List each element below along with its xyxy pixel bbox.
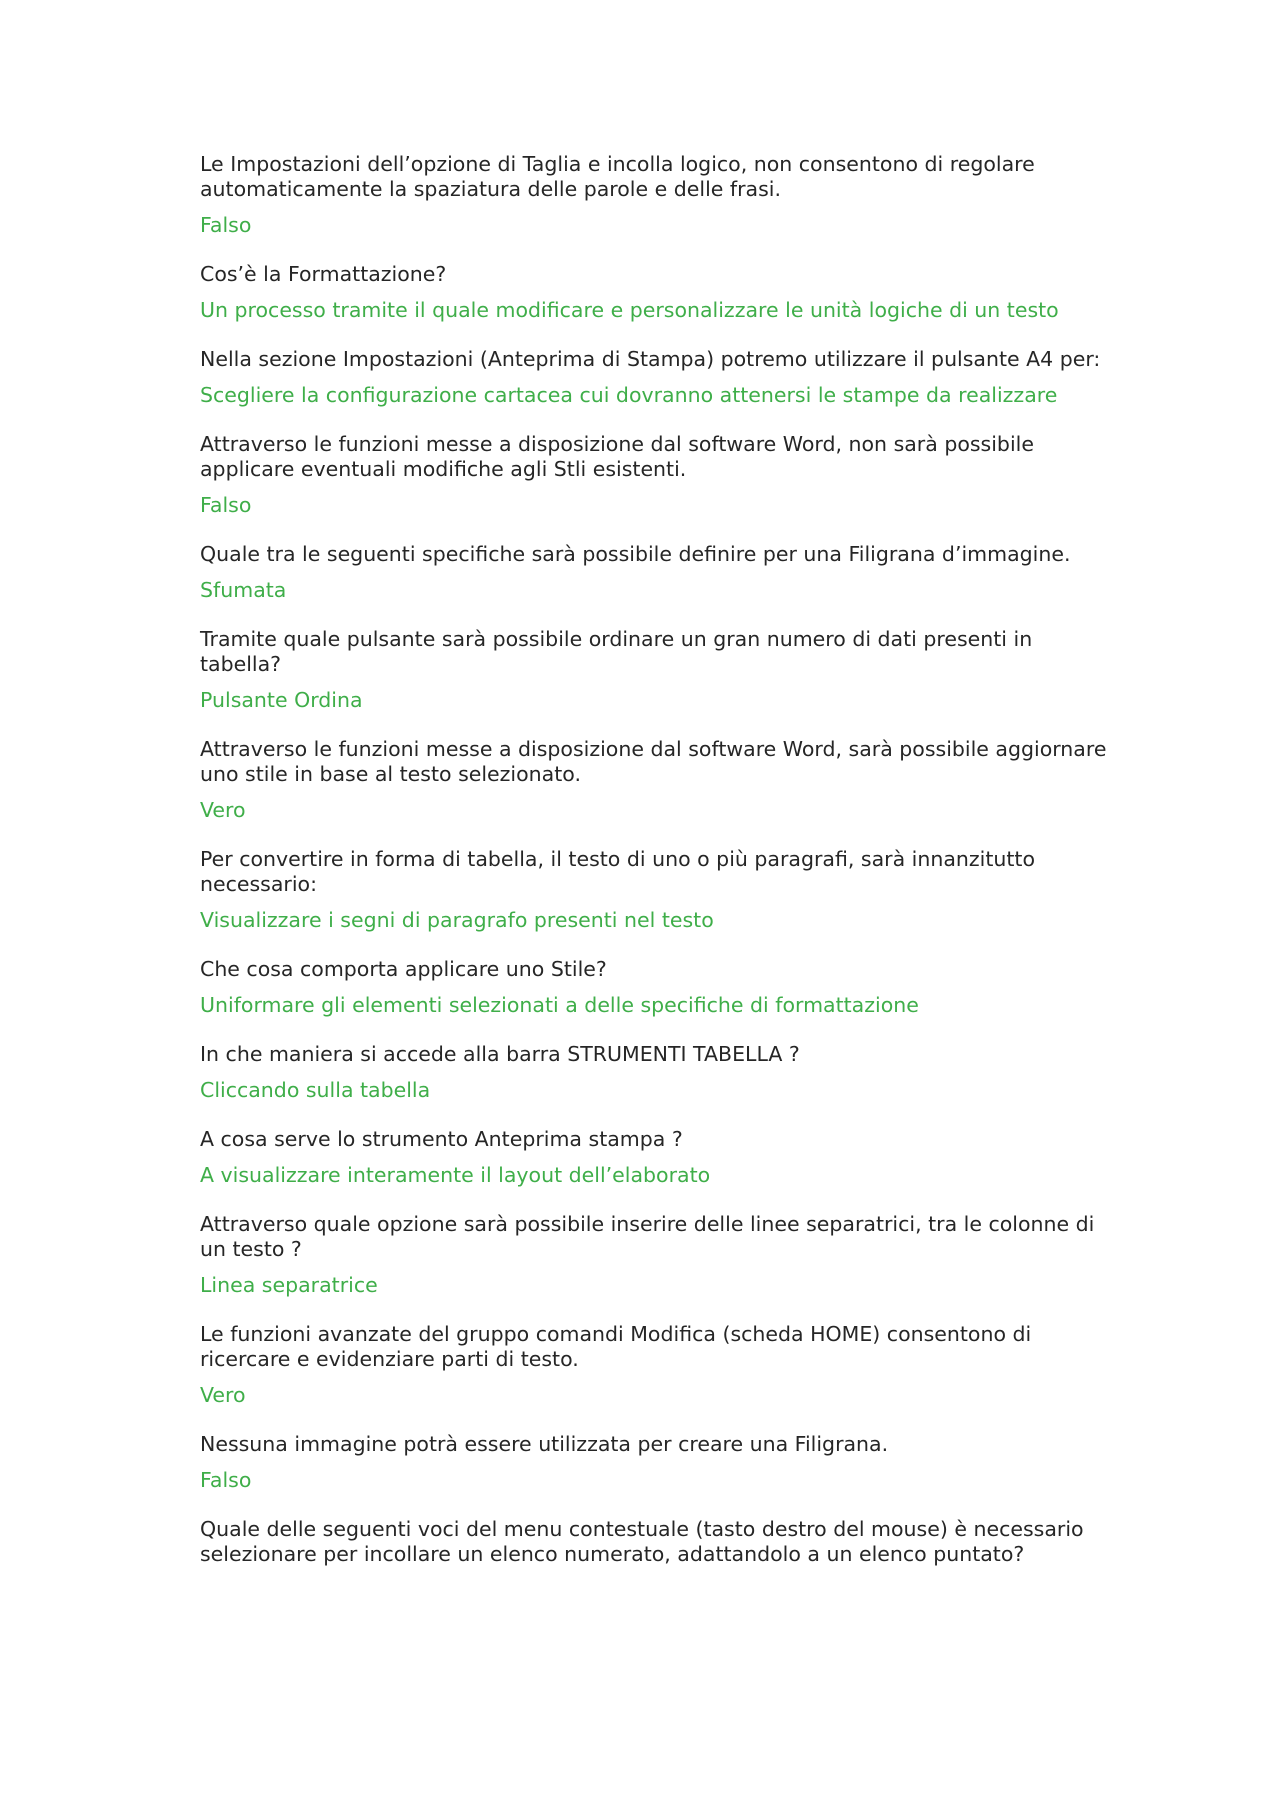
- qa-item: [200, 347, 1165, 408]
- question-text: Attraverso quale opzione sarà possibile inserire delle linee separatrici, tra le colonne di un testo ?: [200, 1212, 1095, 1261]
- question-text: Che cosa comporta applicare uno Stile?: [200, 957, 607, 981]
- question-text: Quale tra le seguenti specifiche sarà possibile definire per una Filigrana d’immagine.: [200, 542, 1071, 566]
- qa-item: [200, 847, 1165, 933]
- qa-item: [200, 1432, 1165, 1493]
- qa-item: [200, 1322, 1165, 1408]
- answer-text: Sfumata: [200, 578, 287, 602]
- answer-text: Scegliere la configurazione cartacea cui dovranno attenersi le stampe da realizzare: [200, 383, 1058, 407]
- answer-text: Pulsante Ordina: [200, 688, 363, 712]
- qa-item: [200, 432, 1165, 518]
- question-text: Attraverso le funzioni messe a disposizione dal software Word, sarà possibile aggiornare uno stile in base al testo selezionato.: [200, 737, 1107, 786]
- document-page: [200, 152, 1165, 1591]
- question-text: In che maniera si accede alla barra STRUMENTI TABELLA ?: [200, 1042, 800, 1066]
- qa-item: [200, 627, 1165, 713]
- qa-item: [200, 542, 1165, 603]
- answer-text: Un processo tramite il quale modificare e personalizzare le unità logiche di un testo: [200, 298, 1059, 322]
- qa-item: [200, 957, 1165, 1018]
- question-text: Le funzioni avanzate del gruppo comandi Modifica (scheda HOME) consentono di ricercare e evidenziare parti di testo.: [200, 1322, 1032, 1371]
- answer-text: Cliccando sulla tabella: [200, 1078, 431, 1102]
- qa-item: [200, 152, 1165, 238]
- qa-item: [200, 1517, 1165, 1567]
- answer-text: A visualizzare interamente il layout dell’elaborato: [200, 1163, 711, 1187]
- answer-text: Visualizzare i segni di paragrafo presenti nel testo: [200, 908, 714, 932]
- answer-text: Uniformare gli elementi selezionati a delle specifiche di formattazione: [200, 993, 919, 1017]
- question-text: Attraverso le funzioni messe a disposizione dal software Word, non sarà possibile applicare eventuali modifiche agli Stli esistenti.: [200, 432, 1034, 481]
- answer-text: Falso: [200, 493, 252, 517]
- qa-item: [200, 1127, 1165, 1188]
- question-text: Tramite quale pulsante sarà possibile ordinare un gran numero di dati presenti in tabella?: [200, 627, 1033, 676]
- answer-text: Vero: [200, 798, 246, 822]
- question-text: Quale delle seguenti voci del menu contestuale (tasto destro del mouse) è necessario selezionare per incollare un elenco numerato, adattandolo a un elenco puntato?: [200, 1517, 1084, 1566]
- question-text: Nessuna immagine potrà essere utilizzata per creare una Filigrana.: [200, 1432, 889, 1456]
- qa-item: [200, 737, 1165, 823]
- answer-text: Linea separatrice: [200, 1273, 378, 1297]
- qa-item: [200, 1042, 1165, 1103]
- answer-text: Vero: [200, 1383, 246, 1407]
- answer-text: Falso: [200, 213, 252, 237]
- question-text: Cos’è la Formattazione?: [200, 262, 447, 286]
- qa-item: [200, 1212, 1165, 1298]
- question-text: A cosa serve lo strumento Anteprima stampa ?: [200, 1127, 683, 1151]
- question-text: Per convertire in forma di tabella, il testo di uno o più paragrafi, sarà innanzitutto necessario:: [200, 847, 1036, 896]
- question-text: Le Impostazioni dell’opzione di Taglia e incolla logico, non consentono di regolare automaticamente la spaziatura delle parole e delle frasi.: [200, 152, 1035, 201]
- question-text: Nella sezione Impostazioni (Anteprima di Stampa) potremo utilizzare il pulsante A4 per:: [200, 347, 1101, 371]
- qa-item: [200, 262, 1165, 323]
- answer-text: Falso: [200, 1468, 252, 1492]
